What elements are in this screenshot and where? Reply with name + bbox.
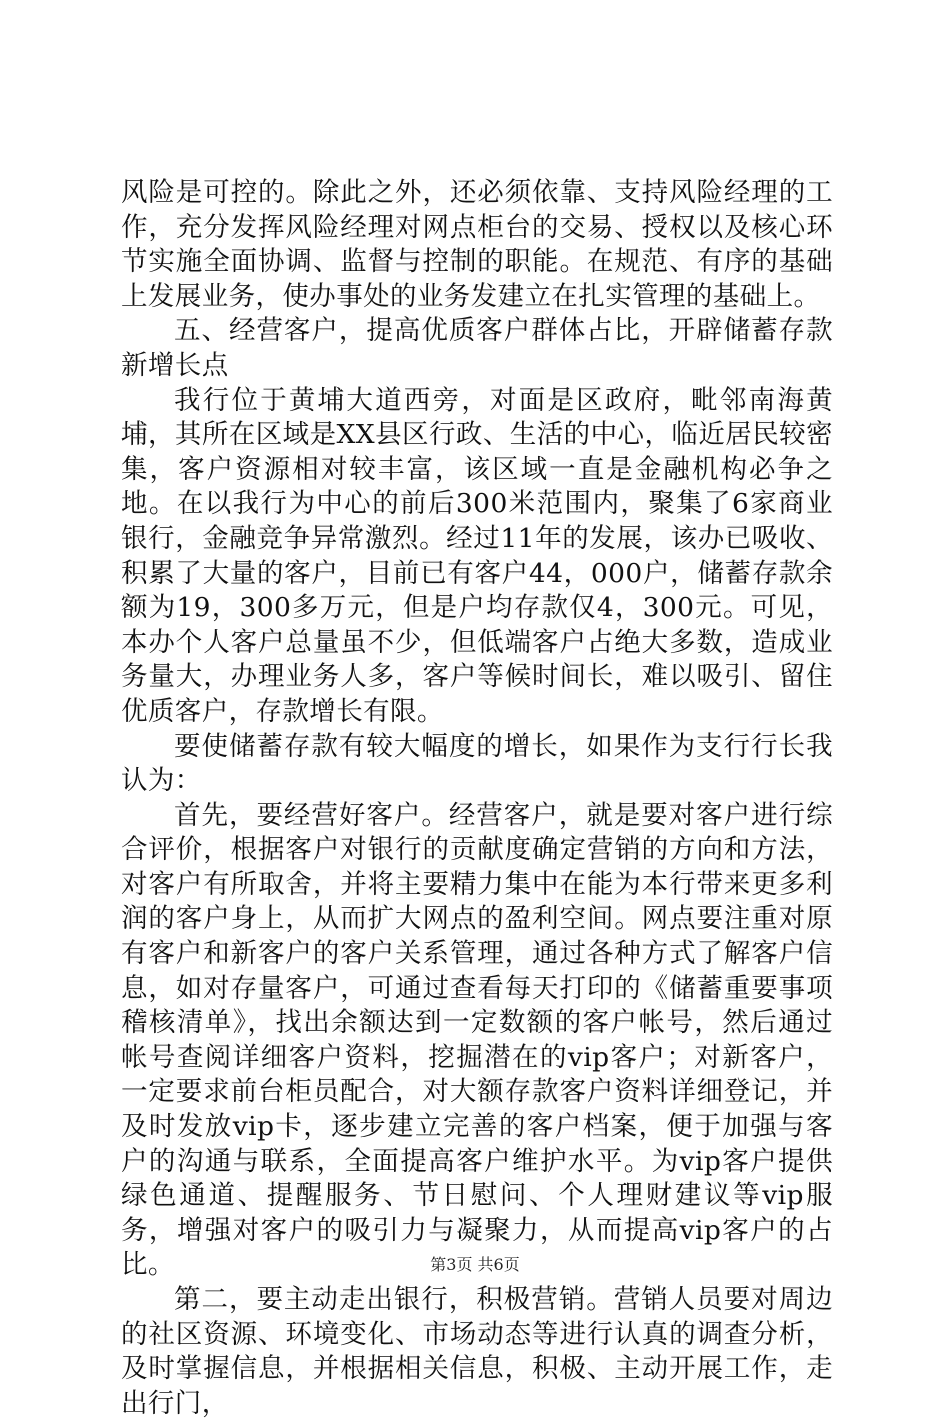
- paragraph-1: 风险是可控的。除此之外，还必须依靠、支持风险经理的工作，充分发挥风险经理对网点柜台的交易、授权以及核心环节实施全面协调、监督与控制的职能。在规范、有序的基础上发展业务，使办事处的业务发建立在扎实管理的基础上。: [121, 177, 833, 312]
- document-body: [121, 176, 833, 1421]
- paragraph-4: 要使储蓄存款有较大幅度的增长，如果作为支行行长我认为：: [121, 730, 833, 797]
- page-indicator: 第3页 共6页: [430, 1255, 520, 1274]
- paragraph-6: 第二，要主动走出银行，积极营销。营销人员要对周边的社区资源、环境变化、市场动态等进行认真的调查分析，及时掌握信息，并根据相关信息，积极、主动开展工作，走出行门，: [121, 1284, 833, 1419]
- paragraph-3: 我行位于黄埔大道西旁，对面是区政府，毗邻南海黄埔，其所在区域是XX县区行政、生活的中心，临近居民较密集，客户资源相对较丰富，该区域一直是金融机构必争之地。在以我行为中心的前后300米范围内，聚集了6家商业银行，金融竞争异常激烈。经过11年的发展，该办已吸收、积累了大量的客户，目前已有客户44，000户，储蓄存款余额为19，300多万元，但是户均存款仅4，300元。可见，本办个人客户总量虽不少，但低端客户占绝大多数，造成业务量大，办理业务人多，客户等候时间长，难以吸引、留住优质客户，存款增长有限。: [121, 384, 833, 727]
- paragraph-5: 首先，要经营好客户。经营客户，就是要对客户进行综合评价，根据客户对银行的贡献度确定营销的方向和方法，对客户有所取舍，并将主要精力集中在能为本行带来更多利润的客户身上，从而扩大网点的盈利空间。网点要注重对原有客户和新客户的客户关系管理，通过各种方式了解客户信息，如对存量客户，可通过查看每天打印的《储蓄重要事项稽核清单》，找出余额达到一定数额的客户帐号，然后通过帐号查阅详细客户资料，挖掘潜在的vip客户；对新客户，一定要求前台柜员配合，对大额存款客户资料详细登记，并及时发放vip卡，逐步建立完善的客户档案，便于加强与客户的沟通与联系，全面提高客户维护水平。为vip客户提供绿色通道、提醒服务、节日慰问、个人理财建议等vip服务，增强对客户的吸引力与凝聚力，从而提高vip客户的占比。: [121, 799, 833, 1281]
- section-heading-five: 五、经营客户，提高优质客户群体占比，开辟储蓄存款新增长点: [121, 315, 833, 381]
- page-footer: [0, 1255, 950, 1275]
